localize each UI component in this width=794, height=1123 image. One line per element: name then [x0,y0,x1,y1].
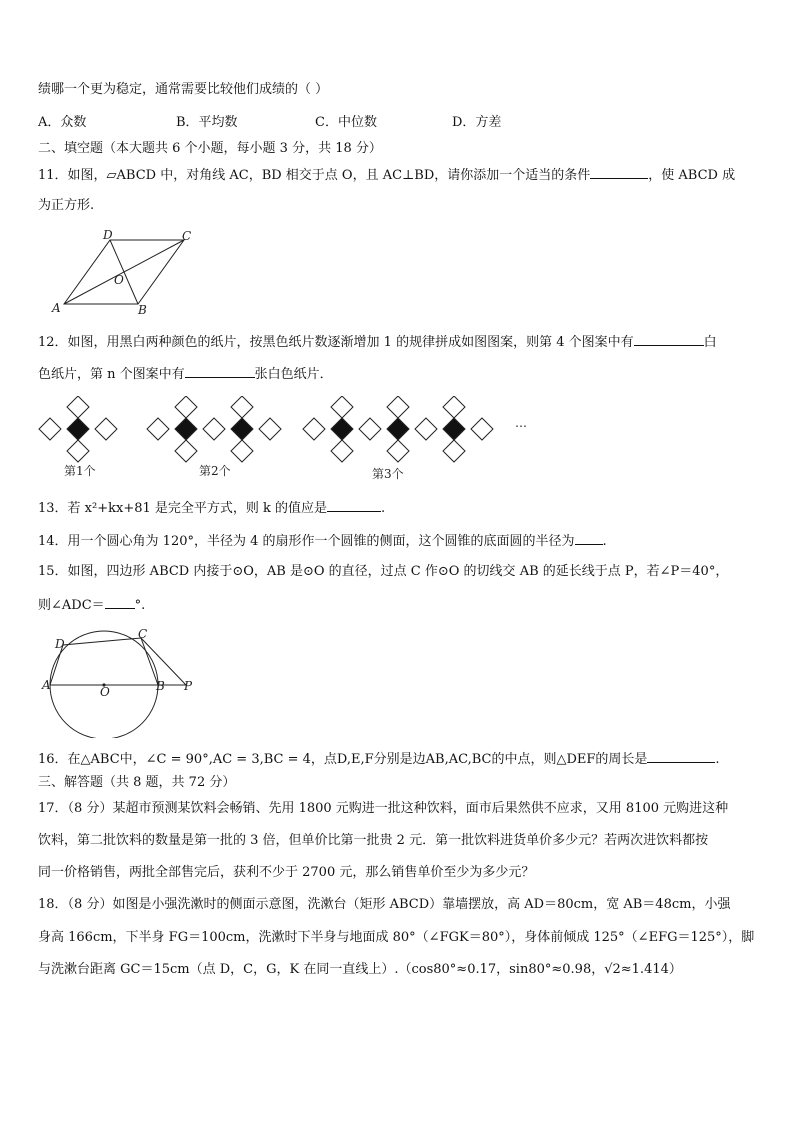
q12-answer-blank-1 [634,333,704,346]
q11-label-a: A [52,301,61,315]
pattern-2-white-piece [231,440,253,462]
q18-text-line1: 18．（8 分）如图是小强洗漱时的侧面示意图，洗漱台（矩形 ABCD）靠墙摆放，高 AD＝80cm，宽 AB＝48cm，小强 [38,897,731,912]
pattern-2-black-piece [175,418,197,440]
q11-answer-blank [590,166,648,179]
tangent-cp [141,638,186,685]
q16-text-end: . [715,752,720,767]
pattern-2-white-piece [175,440,197,462]
pattern-2-white-piece [147,418,169,440]
pattern-2-white-piece [259,418,281,440]
q13-text-end: . [381,501,386,516]
q18-text-line3: 与洗漱台距离 GC＝15cm（点 D，C，G，K 在同一直线上）.（cos80°≈0.17，sin80°≈0.98，√2≈1.414） [38,962,682,977]
q11-text-part1: 11．如图，▱ABCD 中，对角线 AC，BD 相交于点 O，且 AC⊥BD，请你添加一个适当的条件 [38,168,591,183]
pattern-3-white-piece [359,418,381,440]
q13-answer-blank [327,499,381,512]
q15-label-a: A [42,678,51,692]
q10-option-c: C．中位数 [315,115,377,130]
q10-option-a: A．众数 [38,115,87,130]
q10-text: 绩哪一个更为稳定，通常需要比较他们成绩的（ ） [38,82,329,97]
q10-option-d: D．方差 [452,115,502,130]
pattern-1-white-piece [95,418,117,440]
q15-label-o: O [100,685,110,699]
q16-text [38,750,720,768]
q14-text-body: 14．用一个圆心角为 120°，半径为 4 的扇形作一个圆锥的侧面，这个圆锥的底面圆的半径为 [38,534,575,549]
q13-text [38,499,385,517]
q15-label-c: C [138,627,148,641]
q18-text-line2: 身高 166cm，下半身 FG＝100cm，洗漱时下半身与地面成 80°（∠FGK＝80°），身体前倾成 125°（∠EFG＝125°），脚 [38,930,755,945]
pattern-3-white-piece [443,396,465,418]
pattern-3-white-piece [443,440,465,462]
q12-ellipsis: … [515,416,527,430]
q17-text-line1: 17．（8 分）某超市预测某饮料会畅销、先用 1800 元购进一批这种饮料，面市后果然供不应求，又用 8100 元购进这种 [38,801,729,816]
pattern-2-white-piece [175,396,197,418]
q12-text-line2-b: 张白色纸片． [254,367,333,382]
q12-text-part2: 白 [703,335,717,350]
pattern-3-white-piece [331,440,353,462]
q15-text-line2-b: °. [134,598,146,613]
q15-answer-blank [105,596,135,609]
q10-option-b: B．平均数 [176,115,238,130]
q15-circle-figure [38,626,208,738]
q11-label-d: D [103,228,113,242]
q11-text-part2: ，使 ABCD 成 [648,168,736,183]
pattern-3-black-piece [331,418,353,440]
pattern-3-white-piece [471,418,493,440]
q14-text [38,532,607,550]
q13-text-body: 13．若 x²+kx+81 是完全平方式，则 k 的值应是 [38,501,328,516]
q12-text [38,333,717,351]
q12-caption-2: 第2个 [199,464,231,478]
q12-text-line2-a: 色纸片，第 n 个图案中有 [38,367,185,382]
q12-text-part1: 12．如图，用黑白两种颜色的纸片，按黑色纸片数逐渐增加 1 的规律拼成如图图案，则第 4 个图案中有 [38,335,634,350]
q12-caption-1: 第1个 [64,464,96,478]
q15-text-line2 [38,596,145,614]
section-title-fill-in: 二、填空题（本大题共 6 个小题，每小题 3 分，共 18 分） [38,141,382,156]
q15-text: 15．如图，四边形 ABCD 内接于⊙O，AB 是⊙O 的直径，过点 C 作⊙O 的切线交 AB 的延长线于点 P，若∠P＝40°， [38,564,729,579]
diagonal-bd [110,240,138,304]
q12-answer-blank-2 [185,365,255,378]
pattern-3-white-piece [387,396,409,418]
q14-answer-blank [575,532,603,545]
pattern-1-white-piece [67,396,89,418]
q11-label-b: B [138,303,147,316]
pattern-3-white-piece [387,440,409,462]
q16-answer-blank [647,750,715,763]
pattern-3-white-piece [303,418,325,440]
q12-text-line2 [38,365,333,383]
section-title-solutions: 三、解答题（共 8 题，共 72 分） [38,775,236,790]
q11-text-line2: 为正方形. [38,198,95,213]
q16-text-body: 16．在△ABC中，∠C = 90°,AC = 3,BC = 4，点D,E,F分别是边AB,AC,BC的中点，则△DEF的周长是 [38,752,648,767]
q17-text-line3: 同一价格销售，两批全部售完后，获利不少于 2700 元，那么销售单价至少为多少元？ [38,865,535,880]
pattern-3-black-piece [387,418,409,440]
q15-label-d: D [55,637,65,651]
q15-label-b: B [156,679,165,693]
q12-caption-3: 第3个 [372,467,404,481]
pattern-3-white-piece [415,418,437,440]
q11-text [38,166,735,184]
q15-label-p: P [184,679,193,693]
q15-text-line2-a: 则∠ADC＝ [38,598,105,613]
pattern-1-white-piece [39,418,61,440]
pattern-1-black-piece [67,418,89,440]
pattern-1-white-piece [67,440,89,462]
pattern-2-white-piece [203,418,225,440]
q11-label-c: C [182,229,192,243]
q11-label-o: O [114,273,124,287]
pattern-2-black-piece [231,418,253,440]
pattern-3-black-piece [443,418,465,440]
q11-parallelogram-figure [48,228,198,316]
q17-text-line2: 饮料，第二批饮料的数量是第一批的 3 倍，但单价比第一批贵 2 元．第一批饮料进货单价多少元？若两次进饮料都按 [38,833,709,848]
pattern-2-white-piece [231,396,253,418]
quadrilateral-abcd [50,638,158,685]
pattern-3-white-piece [331,396,353,418]
q12-pattern-figure [38,396,538,484]
q14-text-end: . [602,534,607,549]
